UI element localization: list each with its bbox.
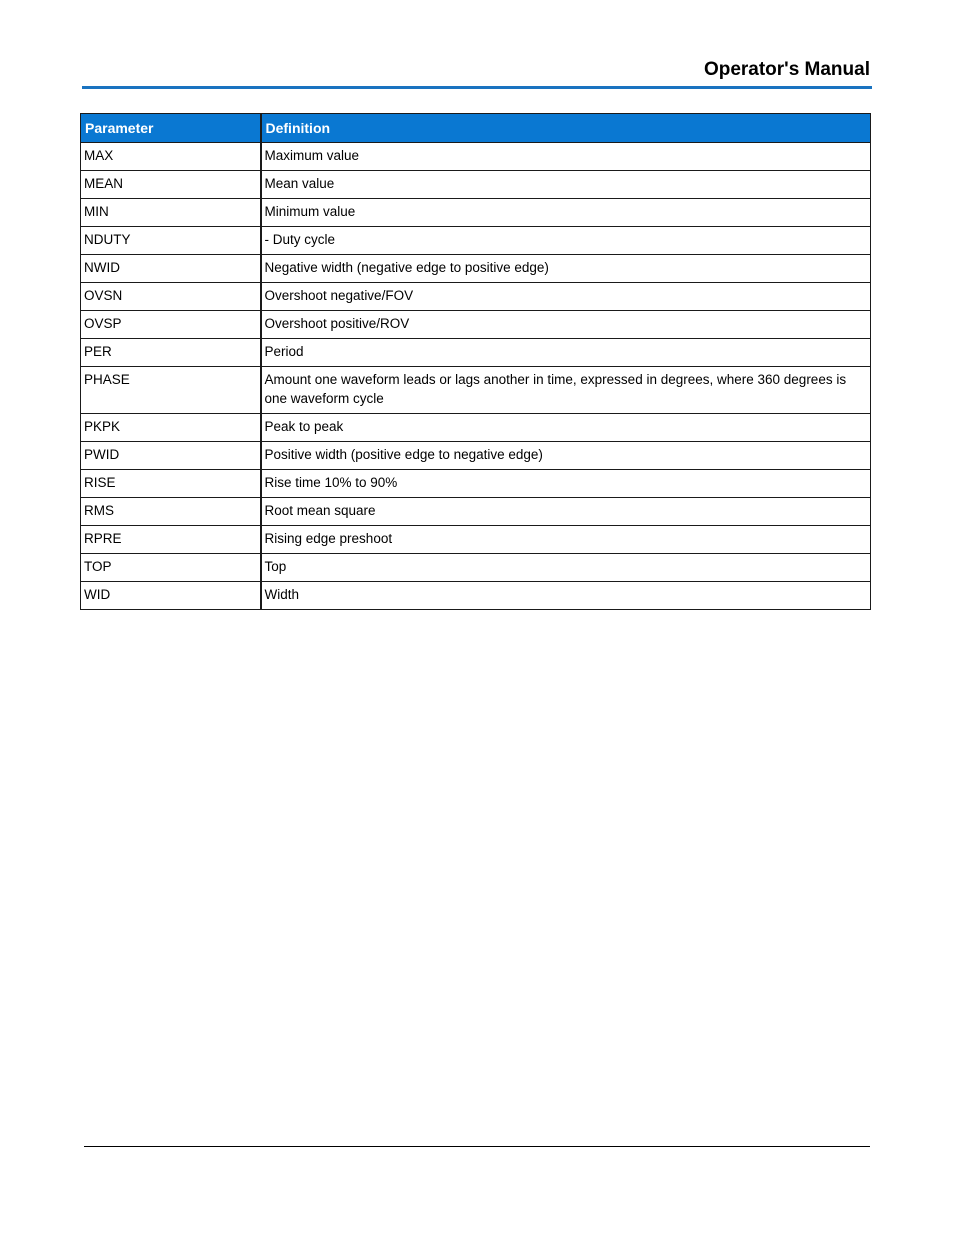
parameter-cell: PWID: [81, 442, 261, 470]
parameter-cell: NWID: [81, 255, 261, 283]
footer-divider: [84, 1146, 870, 1147]
table-row: [81, 171, 871, 199]
parameter-cell: RMS: [81, 498, 261, 526]
page-header-title: Operator's Manual: [703, 59, 870, 80]
table-row: [81, 470, 871, 498]
definition-cell: Rise time 10% to 90%: [261, 470, 871, 498]
parameter-cell: WID: [81, 582, 261, 610]
table-row: [81, 582, 871, 610]
table-header-row: [81, 114, 871, 143]
table-row: [81, 283, 871, 311]
table-row: [81, 199, 871, 227]
parameter-cell: RISE: [81, 470, 261, 498]
table-row: [81, 442, 871, 470]
column-header-definition: Definition: [261, 114, 871, 143]
definition-cell: Period: [261, 339, 871, 367]
parameter-cell: OVSN: [81, 283, 261, 311]
definition-cell: Minimum value: [261, 199, 871, 227]
parameter-cell: OVSP: [81, 311, 261, 339]
parameter-cell: PER: [81, 339, 261, 367]
definition-cell: Root mean square: [261, 498, 871, 526]
definition-cell: Amount one waveform leads or lags another in time, expressed in degrees, where 360 degrees is one waveform cycle: [261, 367, 871, 414]
parameter-definition-table: [80, 113, 871, 610]
table-row: [81, 255, 871, 283]
parameter-cell: MAX: [81, 143, 261, 171]
header-divider: [82, 86, 872, 89]
definition-cell: Maximum value: [261, 143, 871, 171]
table-row: [81, 143, 871, 171]
table-row: [81, 339, 871, 367]
column-header-parameter: Parameter: [81, 114, 261, 143]
definition-cell: Peak to peak: [261, 414, 871, 442]
definition-cell: Overshoot negative/FOV: [261, 283, 871, 311]
definition-cell: Top: [261, 554, 871, 582]
parameter-cell: PHASE: [81, 367, 261, 414]
table-row: [81, 414, 871, 442]
definition-cell: Rising edge preshoot: [261, 526, 871, 554]
definition-cell: Overshoot positive/ROV: [261, 311, 871, 339]
parameter-cell: MIN: [81, 199, 261, 227]
parameter-cell: TOP: [81, 554, 261, 582]
table-row: [81, 227, 871, 255]
parameter-cell: MEAN: [81, 171, 261, 199]
parameter-cell: NDUTY: [81, 227, 261, 255]
definition-cell: - Duty cycle: [261, 227, 871, 255]
parameter-cell: PKPK: [81, 414, 261, 442]
table-row: [81, 554, 871, 582]
table-row: [81, 498, 871, 526]
definition-cell: Width: [261, 582, 871, 610]
table-row: [81, 311, 871, 339]
definition-cell: Positive width (positive edge to negative edge): [261, 442, 871, 470]
parameter-cell: RPRE: [81, 526, 261, 554]
definition-cell: Mean value: [261, 171, 871, 199]
table-row: [81, 526, 871, 554]
table-row: [81, 367, 871, 414]
definition-cell: Negative width (negative edge to positive edge): [261, 255, 871, 283]
